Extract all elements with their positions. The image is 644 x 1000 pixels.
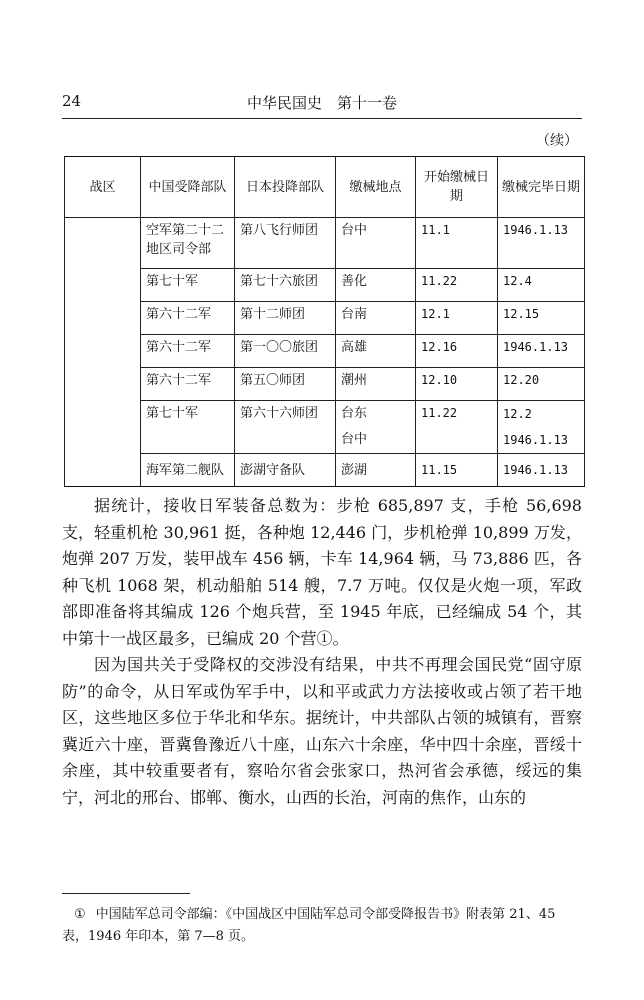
receiving-unit-cell: 海军第二舰队 bbox=[141, 454, 235, 487]
running-header bbox=[62, 92, 582, 116]
surrendering-unit-cell: 第七十六旅团 bbox=[235, 269, 336, 302]
table-row bbox=[65, 269, 585, 302]
header-rule bbox=[62, 118, 582, 119]
surrendering-unit-cell: 第六十六师团 bbox=[235, 401, 336, 454]
paragraph: 因为国共关于受降权的交涉没有结果，中共不再理会国民党“固守原防”的命令，从日军或伪军手中，以和平或武力方法接收或占领了若干地区，这些地区多位于华北和华东。据统计，中共部队占领的城镇有，晋察冀近六十座，晋冀鲁豫近八十座，山东六十余座，华中四十余座，晋绥十余座，其中较重要者有，察哈尔省会张家口，热河省会承德，绥远的集宁，河北的邢台、邯郸、衡水，山西的长治，河南的焦作，山东的 bbox=[62, 655, 582, 807]
war-zone-cell bbox=[65, 218, 141, 487]
footnote-marker: ① bbox=[74, 907, 86, 922]
receiving-unit-cell: 第七十军 bbox=[141, 401, 235, 454]
col-header-location: 缴械地点 bbox=[336, 157, 416, 218]
footnote-text: 中国陆军总司令部编：《中国战区中国陆军总司令部受降报告书》附表第 21、45 表，1946 年印本，第 7—8 页。 bbox=[62, 907, 556, 944]
location-cell: 高雄 bbox=[336, 335, 416, 368]
end-date-line: 12.2 bbox=[503, 407, 532, 421]
table-row bbox=[65, 218, 585, 269]
location-cell: 善化 bbox=[336, 269, 416, 302]
end-date-line: 1946.1.13 bbox=[503, 433, 569, 447]
page-number: 24 bbox=[62, 92, 82, 110]
surrendering-unit-cell: 第一〇〇旅团 bbox=[235, 335, 336, 368]
start-date-cell: 12.16 bbox=[416, 335, 498, 368]
paragraph: 据统计，接收日军装备总数为：步枪 685,897 支，手枪 56,698 支，轻重机枪 30,961 挺，各种炮 12,446 门，步机枪弹 10,899 万发，炮弹 207 万发，装甲战车 456 辆，卡车 14,964 辆，马 73,886 匹，各种飞机 1068 架，机动船舶 514 艘，7.7 万吨。仅仅是火炮一项，军政部即准备将其编成 126 个炮兵营，至 1945 年底，已经编成 54 个，其中第十一战区最多，已编成 20 个营①。 bbox=[62, 496, 582, 648]
body-text bbox=[62, 493, 582, 811]
receiving-unit-cell: 第七十军 bbox=[141, 269, 235, 302]
table-row bbox=[65, 454, 585, 487]
table-row bbox=[65, 302, 585, 335]
surrender-table bbox=[64, 156, 585, 487]
footnote bbox=[62, 904, 582, 948]
location-cell: 台中 bbox=[336, 218, 416, 269]
surrendering-unit-cell: 澎湖守备队 bbox=[235, 454, 336, 487]
col-header-surrendering-unit: 日本投降部队 bbox=[235, 157, 336, 218]
start-date-cell: 12.1 bbox=[416, 302, 498, 335]
receiving-unit-cell: 第六十二军 bbox=[141, 302, 235, 335]
location-cell: 澎湖 bbox=[336, 454, 416, 487]
start-date-cell: 11.15 bbox=[416, 454, 498, 487]
receiving-unit-cell: 空军第二十二地区司令部 bbox=[141, 218, 235, 269]
table-row bbox=[65, 335, 585, 368]
end-date-cell: 12.20 bbox=[498, 368, 585, 401]
table-header-row bbox=[65, 157, 585, 218]
table-row bbox=[65, 401, 585, 454]
col-header-receiving-unit: 中国受降部队 bbox=[141, 157, 235, 218]
receiving-unit-cell: 第六十二军 bbox=[141, 335, 235, 368]
start-date-cell: 11.1 bbox=[416, 218, 498, 269]
end-date-cell: 1946.1.13 bbox=[498, 454, 585, 487]
location-cell: 台南 bbox=[336, 302, 416, 335]
location-line: 台东 bbox=[341, 406, 368, 421]
running-title: 中华民国史 第十一卷 bbox=[246, 94, 397, 112]
continued-label: （续） bbox=[536, 133, 578, 149]
location-line: 台中 bbox=[341, 432, 368, 447]
end-date-cell: 12.15 bbox=[498, 302, 585, 335]
footnote-rule bbox=[62, 893, 190, 894]
location-cell: 潮州 bbox=[336, 368, 416, 401]
surrendering-unit-cell: 第五〇师团 bbox=[235, 368, 336, 401]
start-date-cell: 12.10 bbox=[416, 368, 498, 401]
location-cell bbox=[336, 401, 416, 454]
start-date-cell: 11.22 bbox=[416, 269, 498, 302]
end-date-cell bbox=[498, 401, 585, 454]
start-date-cell: 11.22 bbox=[416, 401, 498, 454]
table-row bbox=[65, 368, 585, 401]
surrendering-unit-cell: 第八飞行师团 bbox=[235, 218, 336, 269]
end-date-cell: 12.4 bbox=[498, 269, 585, 302]
end-date-cell: 1946.1.13 bbox=[498, 335, 585, 368]
surrendering-unit-cell: 第十二师团 bbox=[235, 302, 336, 335]
col-header-end-date: 缴械完毕日期 bbox=[498, 157, 585, 218]
col-header-start-date: 开始缴械日期 bbox=[416, 157, 498, 218]
receiving-unit-cell: 第六十二军 bbox=[141, 368, 235, 401]
col-header-war-zone: 战区 bbox=[65, 157, 141, 218]
end-date-cell: 1946.1.13 bbox=[498, 218, 585, 269]
